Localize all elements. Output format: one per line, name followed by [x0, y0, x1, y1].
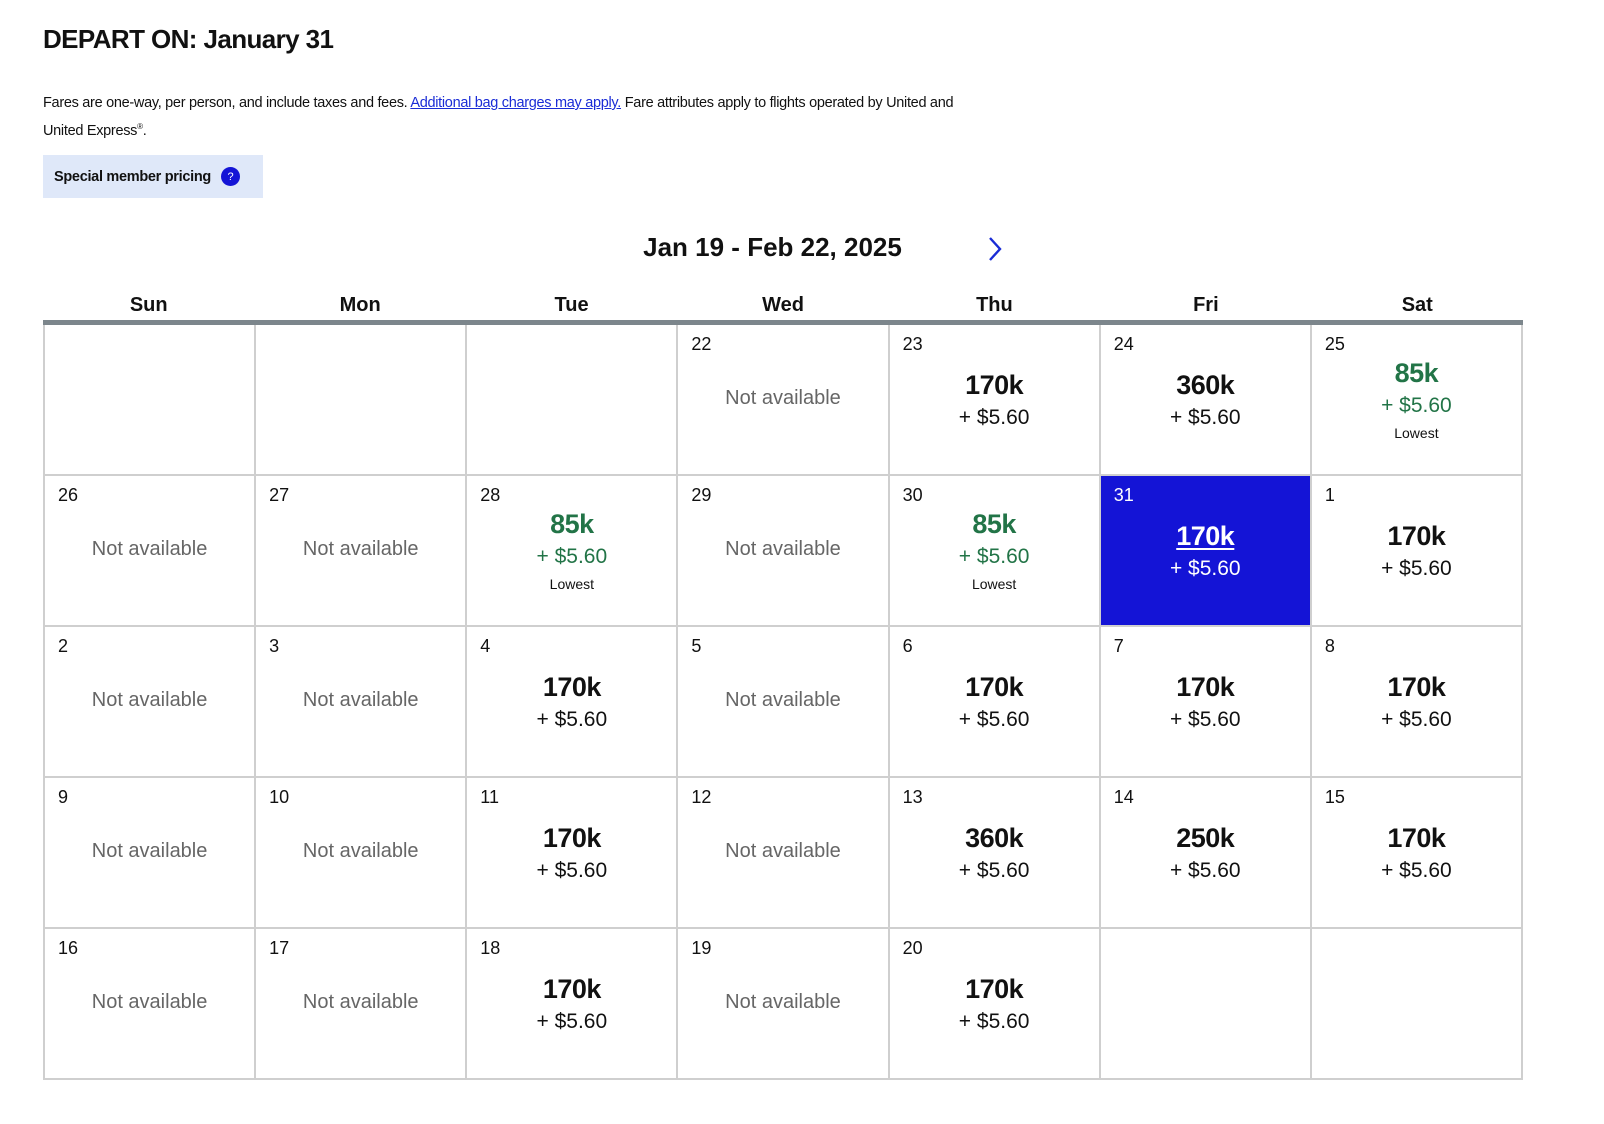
fare-price [1312, 357, 1521, 443]
miles-price: 170k [1387, 672, 1446, 702]
calendar-day-6[interactable] [890, 627, 1101, 778]
day-number: 7 [1113, 636, 1124, 656]
not-available-label: Not available [725, 840, 841, 862]
cash-price: + $5.60 [1169, 859, 1241, 882]
not-available-label: Not available [302, 840, 419, 862]
weekday-wed: Wed [762, 294, 804, 316]
calendar-day-27 [256, 476, 467, 627]
calendar-day-16 [45, 929, 256, 1080]
calendar-day-18[interactable] [467, 929, 678, 1080]
day-number: 8 [1324, 636, 1335, 656]
fare-price [467, 671, 676, 737]
cash-price: + $5.60 [1381, 557, 1452, 580]
cash-price: + $5.60 [958, 708, 1030, 731]
fare-price [1312, 822, 1521, 888]
not-available-label: Not available [725, 538, 841, 560]
day-number: 23 [902, 334, 923, 354]
calendar-day-22 [678, 325, 889, 476]
calendar-day-14[interactable] [1101, 778, 1312, 929]
cash-price: + $5.60 [1381, 859, 1452, 882]
miles-price: 85k [550, 509, 594, 539]
disclaimer-text: Fares are one-way, per person, and include taxes and fees. [43, 95, 411, 111]
fare-price [467, 508, 676, 594]
calendar-cell-empty [45, 325, 256, 476]
calendar-day-12 [678, 778, 889, 929]
calendar-cell-empty [1312, 929, 1523, 1080]
weekday-tue: Tue [554, 294, 589, 316]
fare-price [890, 508, 1099, 594]
fare-price [890, 973, 1099, 1039]
not-available-label: Not available [91, 538, 208, 560]
fare-price [890, 369, 1099, 435]
not-available-label: Not available [91, 991, 208, 1013]
day-number: 1 [1324, 485, 1335, 505]
fare-price [1312, 671, 1521, 737]
day-number: 11 [480, 787, 499, 807]
disclaimer-text-2: Fare attributes apply to flights operated by United and United Express [43, 95, 954, 139]
fare-price [467, 973, 676, 1039]
calendar-day-1[interactable] [1312, 476, 1523, 627]
miles-price: 170k [965, 672, 1024, 702]
fare-price [890, 671, 1099, 737]
day-number: 27 [269, 485, 290, 505]
day-number: 12 [691, 787, 712, 807]
fare-price [1101, 671, 1310, 737]
cash-price: + $5.60 [958, 406, 1030, 429]
lowest-fare-tag: Lowest [971, 576, 1017, 592]
day-number: 15 [1324, 787, 1345, 807]
day-number: 16 [58, 938, 79, 958]
disclaimer-end: . [142, 122, 147, 139]
miles-price: 170k [965, 370, 1024, 400]
calendar-day-5 [678, 627, 889, 778]
calendar-day-7[interactable] [1101, 627, 1312, 778]
calendar-day-29 [678, 476, 889, 627]
miles-price: 170k [542, 974, 601, 1004]
day-number: 13 [902, 787, 923, 807]
calendar-day-13[interactable] [890, 778, 1101, 929]
calendar-cell-empty [256, 325, 467, 476]
fare-calendar [43, 288, 1523, 1080]
cash-price: + $5.60 [958, 545, 1030, 568]
bag-charges-link[interactable]: Additional bag charges may apply. [410, 95, 622, 111]
miles-price: 360k [965, 823, 1024, 853]
cash-price: + $5.60 [536, 708, 608, 731]
not-available-label: Not available [725, 387, 841, 409]
day-number: 3 [269, 636, 280, 656]
miles-price: 170k [542, 672, 601, 702]
weekday-fri: Fri [1193, 294, 1219, 316]
not-available-label: Not available [302, 689, 419, 711]
weekday-sun: Sun [129, 294, 168, 316]
help-icon[interactable]: ? [221, 167, 240, 186]
not-available-label: Not available [91, 840, 208, 862]
day-number: 18 [480, 938, 501, 958]
fare-price [890, 822, 1099, 888]
calendar-day-26 [45, 476, 256, 627]
day-number: 6 [902, 636, 913, 656]
miles-price: 85k [972, 509, 1016, 539]
lowest-fare-tag: Lowest [549, 576, 595, 592]
calendar-cell-empty [1101, 929, 1312, 1080]
day-number: 24 [1113, 334, 1134, 354]
not-available-label: Not available [302, 538, 419, 560]
miles-price: 360k [1176, 370, 1235, 400]
miles-price: 170k [1176, 672, 1235, 702]
cash-price: + $5.60 [958, 1010, 1030, 1033]
weekday-sat: Sat [1401, 294, 1433, 316]
calendar-day-30[interactable] [890, 476, 1101, 627]
day-number: 26 [58, 485, 79, 505]
day-number: 5 [691, 636, 702, 656]
cash-price: + $5.60 [536, 859, 608, 882]
day-number: 19 [691, 938, 712, 958]
calendar-day-23[interactable] [890, 325, 1101, 476]
next-range-button[interactable] [980, 232, 1010, 266]
lowest-fare-tag: Lowest [1394, 425, 1439, 441]
day-number: 4 [480, 636, 491, 656]
calendar-day-3 [256, 627, 467, 778]
calendar-day-9 [45, 778, 256, 929]
miles-price: 170k [1176, 521, 1235, 551]
calendar-day-25[interactable] [1312, 325, 1523, 476]
calendar-day-28[interactable] [467, 476, 678, 627]
calendar-day-8[interactable] [1312, 627, 1523, 778]
miles-price: 250k [1176, 823, 1235, 853]
not-available-label: Not available [91, 689, 208, 711]
registered-mark: ® [137, 122, 143, 131]
miles-price: 170k [1387, 521, 1446, 551]
day-number: 10 [269, 787, 290, 807]
calendar-cell-empty [467, 325, 678, 476]
day-number: 20 [902, 938, 923, 958]
day-number: 22 [691, 334, 712, 354]
calendar-day-19 [678, 929, 889, 1080]
calendar-day-4[interactable] [467, 627, 678, 778]
fare-price [1312, 520, 1521, 586]
day-number: 25 [1324, 334, 1345, 354]
day-number: 30 [902, 485, 923, 505]
miles-price: 170k [542, 823, 601, 853]
date-range-label: Jan 19 - Feb 22, 2025 [643, 232, 902, 262]
weekday-header [43, 288, 1523, 325]
cash-price: + $5.60 [1169, 708, 1241, 731]
cash-price: + $5.60 [1169, 406, 1241, 429]
not-available-label: Not available [725, 689, 841, 711]
calendar-day-2 [45, 627, 256, 778]
day-number: 28 [480, 485, 501, 505]
page-title: DEPART ON: January 31 [43, 24, 334, 54]
fare-price [1101, 369, 1310, 435]
cash-price: + $5.60 [1381, 708, 1452, 731]
calendar-day-15[interactable] [1312, 778, 1523, 929]
calendar-grid [43, 325, 1523, 1080]
cash-price: + $5.60 [1169, 557, 1241, 580]
calendar-day-17 [256, 929, 467, 1080]
fare-disclaimer [43, 92, 983, 143]
not-available-label: Not available [725, 991, 841, 1013]
cash-price: + $5.60 [1381, 394, 1452, 417]
chevron-right-icon [987, 236, 1003, 262]
calendar-day-24[interactable] [1101, 325, 1312, 476]
day-number: 2 [58, 636, 69, 656]
weekday-mon: Mon [339, 294, 381, 316]
calendar-day-11[interactable] [467, 778, 678, 929]
weekday-thu: Thu [976, 294, 1013, 316]
day-number: 29 [691, 485, 712, 505]
cash-price: + $5.60 [958, 859, 1030, 882]
cash-price: + $5.60 [536, 545, 608, 568]
fare-price [1101, 822, 1310, 888]
calendar-day-20[interactable] [890, 929, 1101, 1080]
miles-price: 85k [1394, 358, 1439, 388]
miles-price: 170k [1387, 823, 1446, 853]
fare-price [467, 822, 676, 888]
day-number: 9 [58, 787, 69, 807]
member-pricing-label: Special member pricing [54, 168, 211, 185]
cash-price: + $5.60 [536, 1010, 608, 1033]
day-number: 14 [1113, 787, 1134, 807]
day-number: 31 [1113, 485, 1134, 505]
calendar-day-31[interactable] [1101, 476, 1312, 627]
special-member-pricing-badge [43, 155, 263, 198]
not-available-label: Not available [302, 991, 419, 1013]
calendar-day-10 [256, 778, 467, 929]
day-number: 17 [269, 938, 290, 958]
miles-price: 170k [965, 974, 1024, 1004]
fare-price [1101, 520, 1310, 586]
